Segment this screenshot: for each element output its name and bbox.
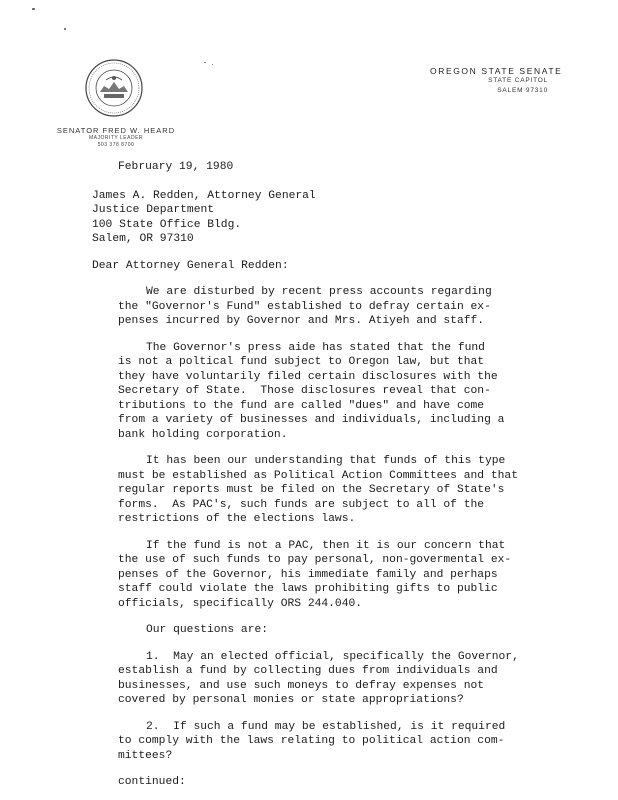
- paragraph-line: penses incurred by Governor and Mrs. Atiyeh and staff.: [118, 315, 485, 327]
- paragraph-line: from a variety of businesses and individuals, including a: [118, 414, 505, 426]
- sender-phone: 503 378 8700: [97, 142, 135, 148]
- recipient-block: [92, 189, 618, 247]
- salutation: Dear Attorney General Redden:: [92, 259, 289, 272]
- questions-intro: Our questions are:: [146, 624, 269, 636]
- question-2: [118, 720, 618, 764]
- paragraph-line: officials, specifically ORS 244.040.: [118, 597, 363, 610]
- paragraph-1: [118, 285, 618, 329]
- paragraph-line: the use of such funds to pay personal, non-govermental ex-: [118, 554, 512, 566]
- question-1: [118, 650, 618, 708]
- recipient-line: Justice Department: [92, 204, 215, 216]
- paragraph-line: they have voluntarily filed certain disclosures with the: [118, 370, 498, 383]
- letter-date: February 19, 1980: [118, 161, 234, 173]
- question-line: establish a fund by collecting dues from individuals and: [118, 665, 498, 677]
- paragraph-line: If the fund is not a PAC, then it is our concern that: [146, 539, 506, 552]
- paragraph-2: [118, 341, 618, 443]
- letterhead-address-line-1: STATE CAPITOL: [488, 77, 548, 84]
- question-line: 1. May an elected official, specifically the Governor,: [146, 650, 519, 663]
- paragraph-line: forms. As PAC's, such funds are subject to all of the: [118, 498, 485, 511]
- state-senate-seal: [84, 58, 144, 118]
- letter-body: [92, 160, 618, 790]
- paragraph-3: [118, 454, 618, 527]
- continued-note: continued:: [118, 776, 186, 788]
- letterhead: [430, 66, 580, 96]
- paragraph-4: [118, 539, 618, 612]
- paragraph-line: tributions to the fund are called "dues" and have come: [118, 399, 485, 412]
- question-line: to comply with the laws relating to political action com-: [118, 735, 505, 747]
- letterhead-address-line-2: SALEM 97310: [497, 87, 548, 94]
- paragraph-line: staff could violate the laws prohibiting gifts to public: [118, 583, 498, 595]
- paragraph-line: must be established as Political Action Committees and that: [118, 469, 518, 482]
- question-line: businesses, and use such moneys to defray expenses not: [118, 679, 485, 692]
- recipient-line: 100 State Office Bldg.: [92, 218, 242, 231]
- recipient-line: Salem, OR 97310: [92, 233, 194, 245]
- paragraph-line: is not a poltical fund subject to Oregon law, but that: [118, 356, 485, 368]
- question-line: 2. If such a fund may be established, is it required: [146, 720, 506, 733]
- paragraph-line: The Governor's press aide has stated that the fund: [146, 341, 485, 354]
- question-line: mittees?: [118, 749, 173, 762]
- question-line: covered by personal monies or state appropriations?: [118, 694, 464, 706]
- paragraph-line: Secretary of State. Those disclosures reveal that con-: [118, 385, 491, 397]
- letterhead-org: OREGON STATE SENATE: [430, 66, 563, 76]
- paragraph-line: restrictions of the elections laws.: [118, 513, 356, 525]
- paragraph-line: the "Governor's Fund" established to defray certain ex-: [118, 300, 491, 313]
- paragraph-line: regular reports must be filed on the Secretary of State's: [118, 484, 505, 496]
- sender-name: SENATOR FRED W. HEARD: [56, 126, 176, 135]
- paragraph-line: penses of the Governor, his immediate family and perhaps: [118, 568, 498, 581]
- paragraph-line: bank holding corporation.: [118, 428, 288, 441]
- paragraph-line: It has been our understanding that funds of this type: [146, 455, 506, 467]
- sender-block: [56, 126, 176, 149]
- paragraph-line: We are disturbed by recent press accounts regarding: [146, 286, 492, 298]
- sender-title: MAJORITY LEADER: [88, 135, 144, 141]
- recipient-line: James A. Redden, Attorney General: [92, 189, 316, 202]
